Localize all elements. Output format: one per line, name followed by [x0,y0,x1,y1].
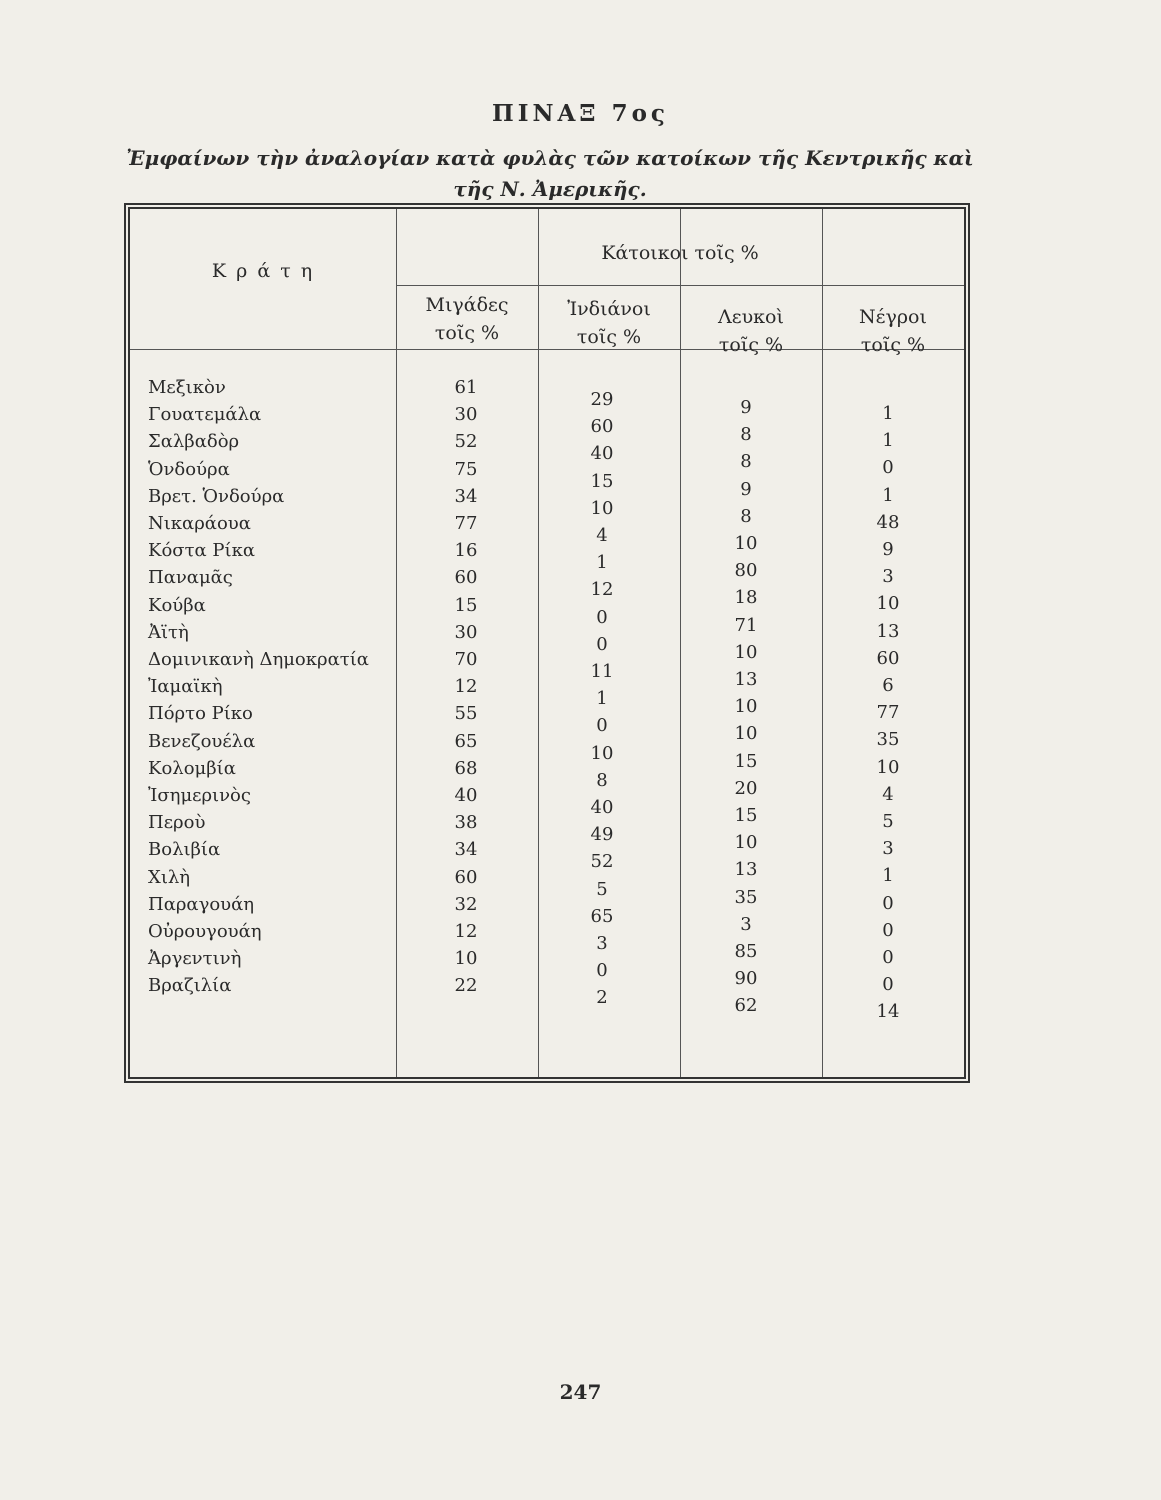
state-name: Πόρτο Ρίκο [148,703,253,725]
cell-i: 15 [590,470,614,492]
state-name: Κόστα Ρίκα [148,540,255,562]
cell-l: 10 [734,696,758,718]
cell-m: 75 [454,458,478,480]
cell-i: 29 [590,389,614,410]
cell-n: 0 [882,892,894,914]
cell-n: 5 [882,811,894,832]
cell-i: 5 [596,878,608,900]
state-name: Βολιβία [148,839,221,861]
state-name: Σαλβαδὸρ [148,431,240,453]
state-name: Βενεζουέλα [148,730,256,752]
cell-i: 65 [590,905,614,927]
cell-i: 0 [596,715,608,737]
header-divider [396,285,964,286]
cell-n: 1 [882,430,894,452]
cell-m: 30 [454,404,478,426]
cell-l: 8 [740,424,752,446]
state-name: Ἀϊτὴ [148,621,189,643]
cell-n: 14 [876,1001,900,1023]
cell-n: 0 [882,974,894,996]
cell-l: 9 [740,478,752,500]
cell-i: 40 [590,443,614,465]
cell-n: 10 [876,593,900,615]
cell-n: 1 [882,403,894,424]
cell-n: 0 [882,919,894,941]
cell-i: 4 [596,525,608,546]
cell-n: 6 [882,675,894,696]
table-row [130,975,964,1023]
cell-n: 35 [876,729,900,751]
state-name: Κολομβία [148,757,236,779]
state-name: Ἰσημερινὸς [148,785,251,806]
cell-l: 71 [734,614,758,636]
cell-l: 10 [734,832,758,854]
cell-m: 30 [454,621,478,643]
cell-i: 60 [590,416,614,438]
cell-l: 10 [734,723,758,745]
cell-i: 8 [596,769,608,791]
cell-m: 38 [454,812,478,834]
cell-n: 60 [876,647,900,669]
state-name: Οὐρουγουάη [148,921,262,942]
state-name: Βραζιλία [148,975,232,997]
cell-n: 0 [882,947,894,968]
state-name: Δομινικανὴ Δημοκρατία [148,649,369,670]
header-inhabitants: Κάτοικοι τοῖς % [601,242,759,264]
cell-i: 3 [596,933,608,954]
cell-l: 85 [734,941,758,962]
cell-i: 40 [590,797,614,818]
cell-l: 20 [734,777,758,799]
cell-m: 40 [454,785,478,806]
cell-n: 1 [882,484,894,506]
cell-n: 3 [882,566,894,588]
cell-m: 10 [454,948,478,970]
cell-l: 15 [734,805,758,826]
header-indians: Ἰνδιάνοι τοῖς % [567,298,651,348]
state-name: Παναμᾶς [148,567,233,589]
cell-m: 12 [454,676,478,698]
header-blacks: Νέγροι τοῖς % [859,306,927,356]
cell-l: 90 [734,968,758,990]
cell-n: 48 [876,511,900,533]
cell-i: 10 [590,497,614,519]
cell-m: 34 [454,485,478,507]
cell-i: 1 [596,688,608,710]
cell-n: 4 [882,783,894,805]
header-mixed: Μιγάδες τοῖς % [425,294,509,344]
cell-i: 12 [590,579,614,601]
cell-m: 70 [454,649,478,670]
cell-m: 55 [454,703,478,725]
page-number: 247 [559,1380,602,1404]
cell-i: 1 [596,552,608,574]
cell-i: 0 [596,960,608,982]
cell-m: 65 [454,730,478,752]
cell-m: 61 [454,377,478,398]
cell-n: 1 [882,865,894,887]
cell-m: 68 [454,757,478,779]
cell-l: 10 [734,533,758,554]
header-whites: Λευκοὶ τοῖς % [718,306,784,356]
cell-m: 77 [454,513,478,534]
state-name: Γουατεμάλα [148,404,262,426]
state-name: Κούβα [148,594,206,616]
cell-l: 62 [734,995,758,1017]
state-name: Περοὺ [148,812,206,834]
cell-m: 22 [454,975,478,997]
population-table [124,203,970,1083]
table-title: ΠΙΝΑΞ 7ος [492,100,669,127]
cell-l: 18 [734,587,758,609]
cell-m: 32 [454,893,478,915]
cell-m: 12 [454,921,478,942]
cell-l: 10 [734,641,758,663]
table-caption: Ἐμφαίνων τὴν ἀναλογίαν κατὰ φυλὰς τῶν κατοίκων τῆς Κεντρικῆς καὶ τῆς Ν. Ἀμερικῆς. [126,146,974,201]
cell-n: 13 [876,620,900,642]
state-name: Χιλὴ [148,866,191,888]
cell-m: 16 [454,540,478,562]
state-name: Βρετ. Ὁνδούρα [148,485,285,507]
cell-i: 11 [590,661,614,682]
cell-m: 15 [454,594,478,616]
state-name: Ὁνδούρα [148,458,230,480]
cell-m: 52 [454,431,478,453]
cell-m: 34 [454,839,478,861]
cell-n: 10 [876,756,900,778]
cell-n: 0 [882,457,894,479]
cell-m: 60 [454,567,478,589]
cell-l: 8 [740,451,752,473]
cell-n: 9 [882,539,894,560]
cell-i: 0 [596,633,608,655]
cell-l: 8 [740,505,752,527]
cell-l: 13 [734,669,758,690]
state-name: Νικαράουα [148,513,251,534]
cell-n: 77 [876,702,900,724]
cell-l: 9 [740,397,752,418]
cell-i: 2 [596,987,608,1009]
cell-l: 13 [734,859,758,881]
cell-l: 80 [734,560,758,582]
cell-l: 35 [734,886,758,908]
cell-i: 10 [590,742,614,764]
cell-i: 49 [590,824,614,846]
cell-m: 60 [454,866,478,888]
header-states: Κ ρ ά τ η [211,260,315,282]
cell-i: 52 [590,851,614,873]
cell-l: 3 [740,913,752,935]
state-name: Μεξικὸν [148,377,226,398]
cell-i: 0 [596,606,608,628]
cell-n: 3 [882,838,894,860]
state-name: Παραγουάη [148,893,255,915]
state-name: Ἰαμαϊκὴ [148,676,223,698]
state-name: Ἀργεντινὴ [148,948,242,970]
cell-l: 15 [734,750,758,772]
